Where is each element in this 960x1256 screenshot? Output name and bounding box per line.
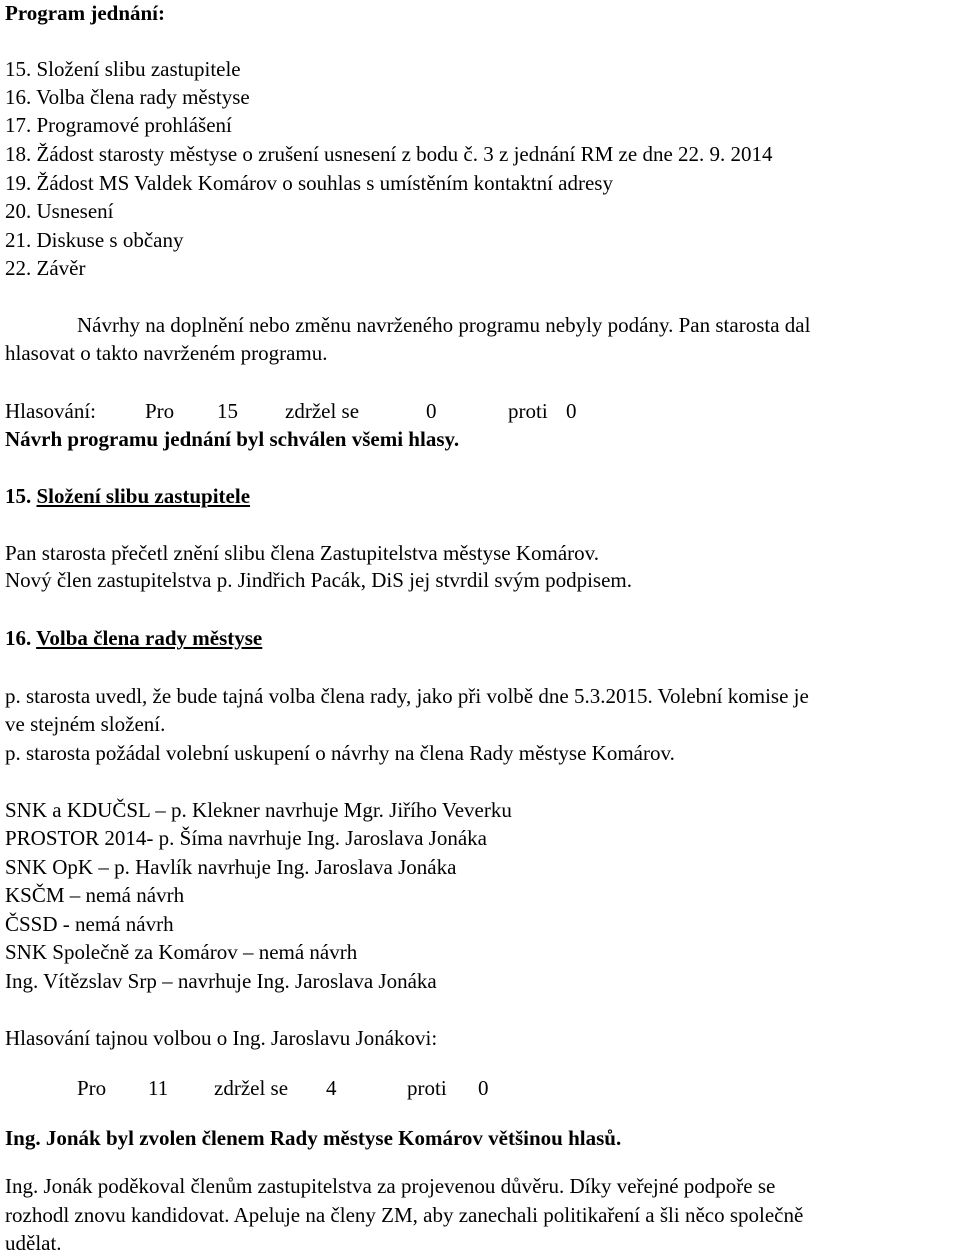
vote-program bbox=[5, 398, 705, 424]
agenda-item: 17. Programové prohlášení bbox=[5, 113, 232, 137]
proposal-text: Návrhy na doplnění nebo změnu navrženého programu nebyly podány. Pan starosta dal bbox=[77, 313, 811, 337]
vote-pro-count: 11 bbox=[148, 1076, 169, 1100]
election-result: Ing. Jonák byl zvolen členem Rady městyse Komárov většinou hlasů. bbox=[5, 1126, 622, 1150]
section-title: Složení slibu zastupitele bbox=[36, 484, 251, 508]
nomination-item: SNK Společně za Komárov – nemá návrh bbox=[5, 940, 358, 964]
section-16-text: p. starosta požádal volební uskupení o návrhy na člena Rady městyse Komárov. bbox=[5, 741, 675, 765]
closing-text: rozhodl znovu kandidovat. Apeluje na členy ZM, aby zanechali politikaření a šli něco společně bbox=[5, 1203, 804, 1227]
nomination-item: PROSTOR 2014- p. Šíma navrhuje Ing. Jaroslava Jonáka bbox=[5, 826, 487, 850]
vote-against-count: 0 bbox=[566, 399, 577, 423]
agenda-item: 16. Volba člena rady městyse bbox=[5, 85, 250, 109]
vote-against-label: proti bbox=[508, 399, 548, 423]
vote-abstain-label: zdržel se bbox=[285, 399, 360, 423]
agenda-item: 15. Složení slibu zastupitele bbox=[5, 57, 241, 81]
proposal-text: hlasovat o takto navrženém programu. bbox=[5, 341, 328, 365]
secret-vote-label: Hlasování tajnou volbou o Ing. Jaroslavu Jonákovi: bbox=[5, 1026, 438, 1050]
section-16-heading bbox=[5, 625, 262, 651]
nomination-item: SNK OpK – p. Havlík navrhuje Ing. Jaroslava Jonáka bbox=[5, 855, 457, 879]
agenda-item: 20. Usnesení bbox=[5, 199, 114, 223]
vote-label: Hlasování: bbox=[5, 399, 96, 423]
section-number: 16. bbox=[5, 626, 32, 650]
vote-abstain-count: 0 bbox=[426, 399, 437, 423]
vote-election bbox=[5, 1075, 605, 1101]
section-16-text: p. starosta uvedl, že bude tajná volba člena rady, jako při volbě dne 5.3.2015. Volební komise je bbox=[5, 684, 809, 708]
section-15-text: Pan starosta přečetl znění slibu člena Zastupitelstva městyse Komárov. bbox=[5, 541, 600, 565]
vote-against-label: proti bbox=[407, 1076, 447, 1100]
vote-abstain-count: 4 bbox=[326, 1076, 337, 1100]
vote-pro-count: 15 bbox=[217, 399, 238, 423]
agenda-item: 21. Diskuse s občany bbox=[5, 228, 184, 252]
vote-result: Návrh programu jednání byl schválen všemi hlasy. bbox=[5, 427, 460, 451]
vote-pro-label: Pro bbox=[145, 399, 175, 423]
section-title: Volba člena rady městyse bbox=[36, 626, 263, 650]
vote-abstain-label: zdržel se bbox=[214, 1076, 289, 1100]
nomination-item: SNK a KDUČSL – p. Klekner navrhuje Mgr. Jiřího Veverku bbox=[5, 798, 512, 822]
agenda-item: 22. Závěr bbox=[5, 256, 86, 280]
nomination-item: Ing. Vítězslav Srp – navrhuje Ing. Jaroslava Jonáka bbox=[5, 969, 437, 993]
closing-text: Ing. Jonák poděkoval členům zastupitelstva za projevenou důvěru. Díky veřejné podpoře se bbox=[5, 1174, 776, 1198]
closing-text: udělat. bbox=[5, 1231, 62, 1255]
section-15-text: Nový člen zastupitelstva p. Jindřich Pacák, DiS jej stvrdil svým podpisem. bbox=[5, 568, 632, 592]
agenda-item: 18. Žádost starosty městyse o zrušení usnesení z bodu č. 3 z jednání RM ze dne 22. 9. 2014 bbox=[5, 142, 773, 166]
section-15-heading bbox=[5, 483, 250, 509]
nomination-item: KSČM – nemá návrh bbox=[5, 883, 185, 907]
section-16-text: ve stejném složení. bbox=[5, 712, 166, 736]
agenda-item: 19. Žádost MS Valdek Komárov o souhlas s umístěním kontaktní adresy bbox=[5, 171, 613, 195]
vote-against-count: 0 bbox=[478, 1076, 489, 1100]
nomination-item: ČSSD - nemá návrh bbox=[5, 912, 174, 936]
program-heading: Program jednání: bbox=[5, 1, 166, 25]
vote-pro-label: Pro bbox=[77, 1076, 107, 1100]
section-number: 15. bbox=[5, 484, 32, 508]
